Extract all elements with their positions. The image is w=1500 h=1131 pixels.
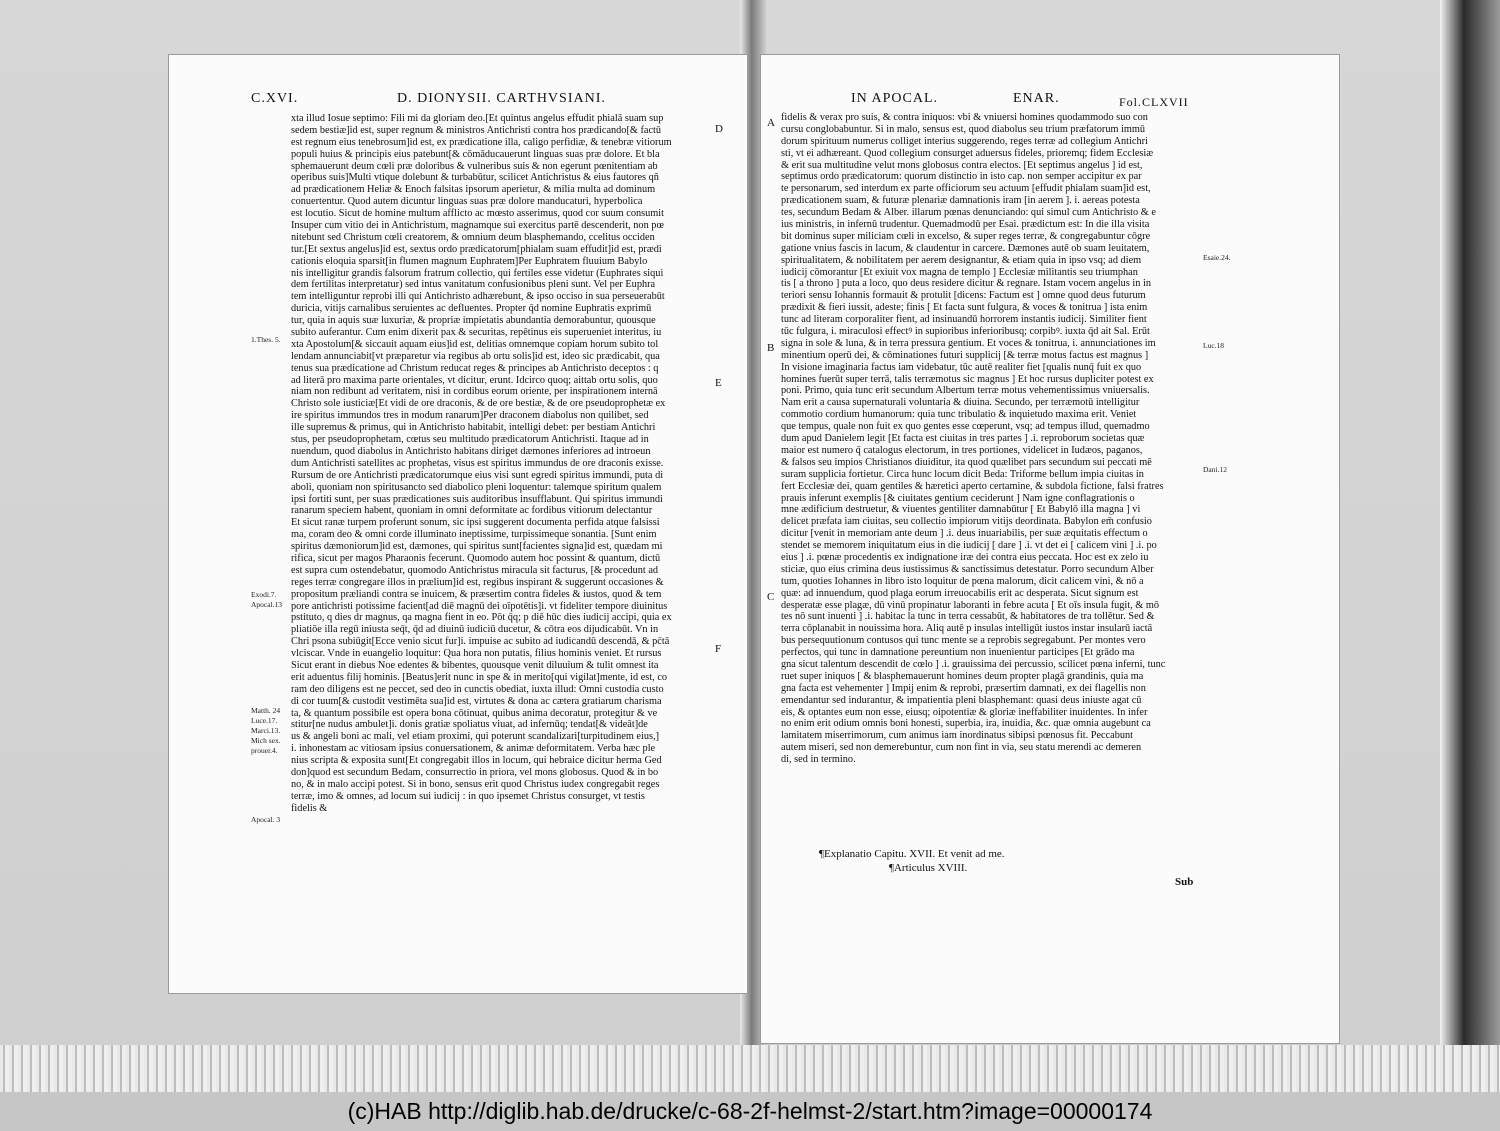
- text-line: homines fuerūt super terrā, talis terræmotus sic magnus ] Et hoc rursus dupliciter potest ex: [781, 373, 1154, 385]
- text-line: lendam annunciabit[vt præparetur via regibus ab ortu solis]id est, ideo sic prædicabit, qua: [291, 350, 660, 362]
- left-page: [168, 54, 748, 994]
- text-line: desperatæ esse plagæ, dū vinū propinatur laboranti in febre acuta [ Et oīs insula fugit, & mō: [781, 599, 1160, 611]
- section-letter-a: A: [767, 117, 775, 129]
- text-line: sedem bestiæ]id est, super regnum & ministros Antichristi contra hos prædicando[& factū: [291, 124, 662, 136]
- text-line: eis, & optantes eum non esse, eiusq; oipotentiæ & gloriæ ineffabiliter inuidentes. In infer: [781, 706, 1148, 718]
- left-folio: C.XVI.: [251, 91, 299, 106]
- text-line: pliatiōe illa regū iniusta seq̄t, q̄d ad diuinū iudiciū ducetur, & cōtra eos dijudicabūt. Vn in: [291, 624, 659, 636]
- text-line: ire spiritus immundos tres in modum ranarum]Per draconem diabolus non quilibet, sed: [291, 410, 649, 422]
- margin-note: Mich sex.: [251, 736, 281, 745]
- text-line: spiritus dæmoniorum]id est, dæmones, qui spiritus sunt[facientes signa]id est, quædam mi: [291, 541, 663, 553]
- text-line: vlciscar. Vnde in euangelio loquitur: Qua hora non putatis, filius hominis veniet. Et rursus: [291, 648, 662, 660]
- text-line: subito auferantur. Cum enim dixerit pax & securitas, repētinus eis superueniet interitus, iu: [291, 327, 662, 339]
- text-line: delicet præfata iam ciuitas, seu collectio impiorum vitijs deordinata. Babylon em̄ confusio: [781, 516, 1152, 528]
- text-line: ma, coram deo & omni corde illuminato ineptissime, turpissimeque sonantia. [Sunt enim: [291, 529, 657, 541]
- margin-note: Marci.13.: [251, 726, 281, 735]
- text-line: pore antichristi potissime facient[ad diē magnū dei oīpotētis]i. vt fideliter tempore diuinitus: [291, 600, 668, 612]
- text-line: ruet super iniquos [ & blasphemauerunt homines deum propter plagā grandinis, quia ma: [781, 670, 1144, 682]
- text-line: propositum præliandi contra se inuicem, & præsertim contra fideles & iustos, quod & tem: [291, 588, 662, 600]
- text-line: nuendum, quod diabolus in Antichristo habitans diriget dæmones inferiores ad introeun: [291, 445, 651, 457]
- text-line: di, sed in termino.: [781, 754, 856, 766]
- right-running-head-left: IN APOCAL.: [851, 91, 939, 106]
- text-line: dum Antichristi satellites ac prophetas, visus est spiritus immundus de ore draconis exisse.: [291, 457, 664, 469]
- margin-note: Apocal. 3: [251, 815, 281, 824]
- text-line: us & angeli boni ac mali, vel etiam proximi, qui poterunt scandalizari[turpitudinem eius,]: [291, 731, 660, 743]
- text-line: xta illud Iosue septimo: Fili mi da gloriam deo.[Et quintus angelus effudit phialā suam sup: [291, 113, 664, 124]
- text-line: tur, quia in aquis suæ luxuriæ, & propriæ impietatis abundantia demorabuntur, quousque: [291, 315, 656, 327]
- text-line: reges terræ congregare illos in prælium]id est, regibus inspirant & suggerunt occasiones &: [291, 576, 664, 588]
- text-line: dicitur [venit in memoriam ante deum ] .i. deus inuariabilis, per suæ æquitatis effectum o: [781, 528, 1148, 540]
- text-line: tunc ad literam corporaliter fient, ad insinuandū horrorem instantis iudicij. Similiter fient: [781, 314, 1147, 326]
- text-line: gatione vnius fascis in lacum, & claudentur in carcere. Dæmones autē ob suam leuitatem,: [781, 242, 1150, 254]
- left-text-block: [291, 113, 711, 815]
- section-letter-f: F: [715, 643, 722, 655]
- text-line: di cor tuum[& custodit vestimēta sua]id est, virtutes & dona ac cætera gratiarum charisma: [291, 695, 662, 707]
- text-line: prædicationem suam, & futuræ plenariæ damnationis iram [in aerem ]. i. aereas potesta: [781, 195, 1140, 207]
- text-line: no enim erit odium omnis boni honesti, superbia, ira, inuidia, &c. quæ omnia augebunt ca: [781, 718, 1151, 730]
- text-line: iudicij cōmorantur [Et exiuit vox magna de templo ] Ecclesiæ militantis seu triumphan: [781, 266, 1138, 278]
- left-running-head: D. DIONYSII. CARTHVSIANI.: [397, 91, 606, 106]
- footer-url-text[interactable]: (c)HAB http://diglib.hab.de/drucke/c-68-2f-helmst-2/start.htm?image=00000174: [347, 1098, 1153, 1124]
- margin-note: Apocal.13: [251, 600, 283, 609]
- text-line: terræ, imo & omnes, ad locum sui iudicij : in quo ipsemet Christus consurget, vt testis: [291, 790, 645, 802]
- text-line: dorum spirituum numerus colliget interius suggerendo, reges terræ ad collegium Antichri: [781, 135, 1148, 147]
- text-line: conuertentur. Quod autem dicuntur linguas suas præ dolore manducaturi, hyperbolica: [291, 196, 643, 208]
- margin-note: Esaie.24.: [1203, 253, 1231, 262]
- text-line: i. inhonestam ac vitiosam ipsius conuersationem, & animæ deformitatem. Verba hæc ple: [291, 743, 656, 755]
- text-line: gna facta est vehementer ] Impij enim & reprobi, præsertim damnati, ex dei flagellis non: [781, 682, 1146, 694]
- text-line: quæ: ad innuendum, quod plaga eorum irreuocabilis erit ac desperata. Sicut signum est: [781, 587, 1139, 599]
- text-line: dum apud Danielem legit [Et facta est ciuitas in tres partes ] .i. reproborum societas quæ: [781, 433, 1145, 445]
- text-line: ipsi fortiti sunt, per suas prædicationes suis auditoribus insufflabunt. Qui spiritus immundi: [291, 493, 663, 505]
- text-line: emendantur sed indurantur, & impatientia pleni blasphemant: quasi deus iniuste agat cū: [781, 694, 1142, 706]
- text-line: don]quod est secundum Bedam, consurrectio in priora, vel mons globosus. Quod & in bo: [291, 766, 659, 778]
- text-line: terra cōplanabit in nouissima hora. Aliq autē p insulas intelligūt iustos instar insularū iactā: [781, 623, 1153, 635]
- text-line: perfectos, qui tunc in damnatione pereuntium non inuenientur participes [Et grādo ma: [781, 647, 1135, 659]
- text-line: ta, & quantum possibile est opera bona cōtinuat, quibus anima decoratur, protegitur & ve: [291, 707, 658, 719]
- text-line: rifica, sicut per magos Pharaonis fecerunt. Quomodo autem hoc possint & quantum, dictū: [291, 552, 661, 564]
- text-line: tur.[Et sextus angelus]id est, sextus ordo prædicatorum[phialam suam effudit]id est, prædi: [291, 243, 662, 255]
- text-line: Rursum de ore Antichristi prædicatorumque eius visi sunt egredi spiritus immundi, puta di: [291, 469, 664, 481]
- text-line: poni. Primo, quia tunc erit secundum Albertum terræ motus vehementissimus vniuersalis.: [781, 385, 1150, 397]
- text-line: & erit sua multitudine velut mons globosus contra electos. [Et septimus angelus ] id est,: [781, 159, 1143, 171]
- text-line: spiritualitatem, & nobilitatem per aerem designantur, & etiam quia in ipso vsq; ad diem: [781, 254, 1142, 266]
- text-line: fidelis &: [291, 802, 328, 814]
- text-line: operibus suis]Multi vtique dolebunt & turbabūtur, scilicet Antichristus & eius fautores qñ: [291, 172, 659, 184]
- text-line: minentium operū dei, & cōminationes futuri supplicij [& terræ motus factus est magnus ]: [781, 349, 1149, 361]
- margin-note: 1.Thes. 5.: [251, 335, 281, 344]
- text-line: Christo sole iusticiæ[Et vidi de ore draconis, & de ore bestiæ, & de ore pseudoprophetæ ex: [291, 398, 666, 410]
- margin-note: prouer.4.: [251, 746, 278, 755]
- text-line: Insuper cum vitio dei in Antichristum, magnamque sui exercitus partē descenderit, non pœ: [291, 220, 664, 232]
- scan-bottom-edge: [0, 1045, 1500, 1092]
- text-line: tem intelliguntur reprobi illi qui Antichristo adhærebunt, & ipso occiso in sua perseuerabūt: [291, 291, 665, 303]
- text-line: sti, vt ei adhæreant. Quod collegium consurget aduersus fideles, prioremq; fidem Ecclesiæ: [781, 147, 1154, 159]
- text-line: est supra cum ostendebatur, quomodo Antichristus miracula sit facturus, [& procedunt ad: [291, 564, 659, 576]
- text-line: xta Apostolum[& siccauit aquam eius]id est, delitias omnemque copiam horum subito tol: [291, 338, 659, 350]
- articulus-heading: ¶Articulus XVIII.: [889, 863, 968, 874]
- text-line: fidelis & verax pro suis, & contra iniquos: vbi & vniuersi homines quodammodo suo con: [781, 112, 1148, 123]
- text-line: populi huius & principis eius patebunt[& cōmāducauerunt linguas suas præ dolore. Et bla: [291, 148, 660, 160]
- right-text-block: [781, 112, 1199, 766]
- text-line: In visione imaginaria factus iam videbatur, tūc autē realiter fiet [qualis nunq̄ fuit ex quo: [781, 361, 1142, 373]
- text-line: duricia, vitijs carnalibus seruientes ac defluentes. Propter q̄d nomine Euphratis exprimū: [291, 303, 652, 315]
- text-line: est locutio. Sicut de homine multum afflicto ac mœsto asserimus, quod cor suum consumit: [291, 208, 665, 220]
- text-line: est regnum eius tenebrosum]id est, ex prædicatione illa, caligo perfidiæ, & tenebræ vitiorum: [291, 136, 672, 148]
- text-line: tum, quoties Iohannes in libro isto loquitur de pœna malorum, dicit calicem vini, & nō a: [781, 575, 1144, 587]
- text-line: prauis inferunt exemplis [& ciuitates gentium ceciderunt ] Nam igne conflagrationis o: [781, 492, 1135, 504]
- text-line: autem miseri, sed non demerebuntur, cum non fint in via, seu statu merendi ac demeren: [781, 742, 1142, 754]
- explanatio-heading: ¶Explanatio Capitu. XVII. Et venit ad me.: [819, 849, 1005, 860]
- text-line: sphemauerunt deum cœli præ doloribus & vulneribus suis & non egerunt pœnitentiam ab: [291, 160, 658, 172]
- section-letter-e: E: [715, 377, 722, 389]
- text-line: nitebunt sed Christum cœli creatorem, & omnium deum blasphemando, ccelitus occiden: [291, 231, 655, 243]
- right-running-head-right: ENAR.: [1013, 91, 1060, 106]
- text-line: Nam erit a causa supernaturali voluntaria & diuina. Secundo, per terræmotū intelligitur: [781, 397, 1140, 409]
- text-line: ad literā pro maxima parte orientales, vt dicitur, erunt. Idcirco quoq; aittab ortu solis, quo: [291, 374, 658, 386]
- right-folio: Fol.CLXVII: [1119, 95, 1189, 109]
- text-line: ius ministris, in infernū trudentur. Quemadmodū per Esai. prædictum est: In die illa visita: [781, 219, 1150, 231]
- text-line: teriori sensu Iohannis formauit & protulit [dicens: Factum est ] omne quod deus futurum: [781, 290, 1146, 302]
- section-letter-c: C: [767, 591, 775, 603]
- text-line: prædixit & fieri iussit, adeste; finis [ Et facta sunt fulgura, & voces & tonitrua ] ista enim: [781, 302, 1148, 314]
- margin-note: Matth. 24: [251, 706, 281, 715]
- text-line: sticiæ, quo eius crimina deus iustissimus & sanctissimus detestatur. Porro secundum Alber: [781, 563, 1154, 575]
- copyright-footer: [0, 1092, 1500, 1131]
- right-page: [760, 54, 1340, 1044]
- text-line: nis intelligitur grandis falsorum fratrum collectio, qui fertiles esse videtur (Euphrates siqui: [291, 267, 664, 279]
- text-line: signa in sole & luna, & in terra pressura gentium. Et voces & tonitrua, i. annunciationes im: [781, 337, 1156, 349]
- margin-note: Dani.12: [1203, 465, 1227, 474]
- text-line: stendet se memorem iniquitatum eius in die iudicij [ dare ] .i. vt det ei [ calicem vini ] .i. po: [781, 540, 1157, 552]
- text-line: lamitatem miserrimorum, cum animus iam inordinatus sibipsi pœnosus fit. Peccabunt: [781, 730, 1134, 742]
- margin-note: Luce.17.: [251, 716, 278, 725]
- text-line: ram deo diligens est ne peccet, sed deo in cunctis obediat, iuxta illud: Omni custodia custo: [291, 683, 664, 695]
- text-line: Et sicut ranæ turpem proferunt sonum, sic ipsi suggerent documenta perfida atque falsissi: [291, 517, 660, 529]
- text-line: Sicut erant in diebus Noe edentes & bibentes, quousque venit diluuium & tulit omnest ita: [291, 659, 659, 671]
- catchword: Sub: [1175, 877, 1194, 888]
- text-line: gna sicut talentum descendit de cœlo ] .i. grauissima dei percussio, scilicet pœna inferni, tunc: [781, 658, 1166, 670]
- text-line: suram supplicia fortietur. Circa hunc locum dicit Beda: Triforme bellum impia ciuitas in: [781, 468, 1144, 480]
- section-letter-b: B: [767, 342, 775, 354]
- text-line: mne ædificium destruetur, & viuentes gentiliter damnabūtur [ Et Babylō illa magna ] vi: [781, 504, 1141, 516]
- text-line: erit aduentus filij hominis. [Beatus]erit nunc in spe & in merito[qui vigilat]mente, id est, co: [291, 671, 668, 683]
- text-line: tes, secundum Bedam & Alber. illarum pœnas denunciando: qui simul cum Antichristo & e: [781, 207, 1156, 219]
- text-line: pstituto, q dies dr magnus, qa magna fient in eo. Pōt q̄q; p diē hūc dies iudicij accipi, quia ex: [291, 612, 672, 624]
- text-line: septimus ordo prædicatorum: quorum distinctio in isto cap. non semper accipitur ex par: [781, 171, 1142, 183]
- text-line: & falsos seu impios Christianos diuiditur, ita quod quælibet pars secundum sui peccati mē: [781, 456, 1152, 468]
- text-line: tūc fulgura, i. miraculosi effectꝰ in supioribus inferioribusq; corpibꝰ. iuxta q̄d ait Sal. Erūt: [781, 326, 1150, 338]
- text-line: eius ] .i. pœnæ procedentis ex indignatione iræ dei contra eius peccata. Hoc est ex zelo iu: [781, 551, 1149, 563]
- text-line: tenus sua prædicatione ad Christum reducat reges & principes ab Antichristo deceptos : q: [291, 362, 659, 374]
- text-line: bus persequutionum contusos qui tunc mente se a reprobis segregabunt. Per montes vero: [781, 635, 1146, 647]
- text-line: cursu conglobabuntur. Si in malo, sensus est, quod diabolus seu trium præfatorum immū: [781, 123, 1146, 135]
- page-edge-shadow: [1440, 0, 1500, 1092]
- text-line: ranarum speciem habent, quoniam in omni deformitate ac fordibus vitiorum delectantur: [291, 505, 653, 517]
- margin-note: Exodi.7.: [251, 590, 277, 599]
- text-line: bit dominus super miliciam cœli in excelso, & super reges terræ, & congregabuntur cōgre: [781, 230, 1151, 242]
- text-line: te personarum, sed interdum ex parte officiorum seu actuum [effudit phialam suam]id est,: [781, 183, 1151, 195]
- text-line: Chri psona subiūgit[Ecce venio sicut fur]i. impuise ac subito ad iudicandū descendā, & pc̄tā: [291, 636, 670, 648]
- text-line: stus, per pseudoprophetam, cœtus seu multitudo prædicatorum Antichristi. Itaque ad in: [291, 434, 649, 446]
- text-line: tes nō sunt inuenti ] .i. habitac la tunc in terra cessabūt, & habitatores de tra tollētur. Sed &: [781, 611, 1155, 623]
- text-line: dem fertilitas interpretatur) sed intus vanitatum confusionibus pleni sunt. Vel per Euphra: [291, 279, 656, 291]
- margin-note: Luc.18: [1203, 341, 1225, 350]
- text-line: nius scripta & exposita sunt[Et congregabit illos in locum, qui hebraice dicitur herma Ged: [291, 755, 662, 767]
- text-line: tis [ a throno ] puta a loco, quo deus residere dicitur & regnare. Istam vocem angelus in in: [781, 278, 1152, 290]
- text-line: fert Ecclesiæ dei, quam gentiles & hæretici aperto certamine, & subdola fictione, falsi fratres: [781, 480, 1164, 492]
- text-line: stitur[ne nudus ambulet]i. donis gratiæ spoliatus viuat, ad infernūq; tendat[& videāt]de: [291, 719, 648, 731]
- text-line: niam non redibunt ad veritatem, nisi in cordibus eorum oriente, per inspirationem internā: [291, 386, 658, 398]
- text-line: aboli, quoniam non spiritusancto sed diabolico pleni loquentur: talemque spiritum qualem: [291, 481, 662, 493]
- section-letter-d: D: [715, 123, 723, 135]
- text-line: no, & in malo accipi potest. Si in bono, sensus erit quod Christus iudex congregabit reges: [291, 778, 660, 790]
- text-line: maior est numero q̄ catalogus electorum, in tres portiones, videlicet in Iudæos, paganos,: [781, 444, 1143, 456]
- text-line: ad prædicationem Heliæ & Enoch falsitas ipsorum aperietur, & milia multa ad dominum: [291, 184, 656, 196]
- text-line: cationis eloquia sparsit[in flumen magnum Euphratem]Per Euphratem fluuium Babylo: [291, 255, 648, 267]
- text-line: ille supremus & primus, qui in Antichristo habitabit, intelligi debet: per bestiam Antichri: [291, 422, 656, 434]
- text-line: que tempus, quale non fuit ex quo gentes esse cœperunt, vsq; ad tempus illud, quemadmo: [781, 421, 1150, 433]
- text-line: commotio cordium humanorum: quia tunc tribulatio & inquietudo maxima erit. Veniet: [781, 409, 1137, 421]
